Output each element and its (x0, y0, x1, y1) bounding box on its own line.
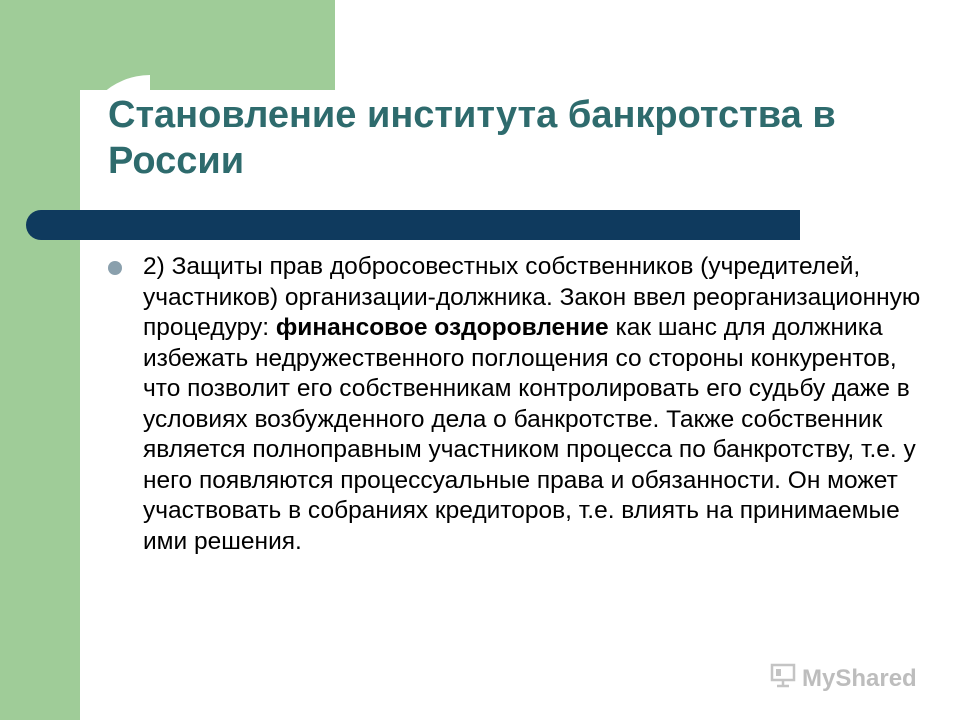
title-underline-bar (26, 210, 800, 240)
watermark-text: MyShared (802, 664, 917, 692)
slide-title: Становление института банкротства в России (108, 94, 836, 182)
bullet-text-bold: финансовое оздоровление (275, 314, 609, 341)
bullet-text-prefix: 2) Защиты прав добросовестных собственников (учредителей, участников) организации-должника. Закон ввел реорганизационную процедуру: (143, 253, 921, 341)
watermark (770, 662, 917, 695)
bullet-text-suffix: как шанс для должника избежать недружественного поглощения со стороны конкурентов, что позволит его собственникам контролировать его судьбу даже в условиях возбужденного дела о банкротстве. Также собственник является полноправным участником процесса по банкротству, т.е. у него появляются процессуальные права и обязанности. Он может участвовать в собраниях кредиторов, т.е. влиять на принимаемые ими решения. (143, 314, 916, 555)
bullet-dot-icon (108, 261, 122, 275)
slide-content (108, 252, 928, 557)
bullet-text (143, 252, 928, 557)
presentation-board-icon (770, 662, 796, 695)
bullet-item (108, 252, 928, 557)
left-decor-stripe (0, 0, 80, 720)
